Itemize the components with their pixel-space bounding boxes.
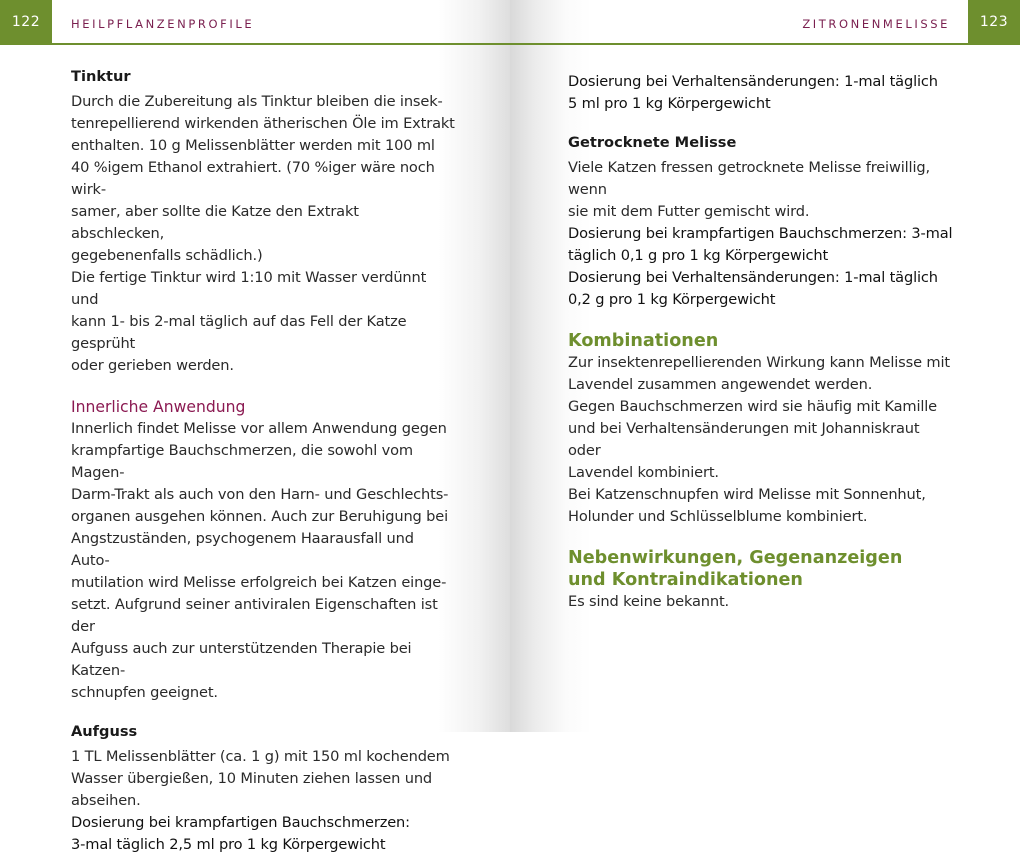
dosage-line: Dosierung bei krampfartigen Bauchschmerzen: 3-mal: [568, 225, 953, 242]
paragraph-line: schnupfen geeignet.: [71, 684, 218, 701]
section-heading-nebenwirkungen: Nebenwirkungen, Gegenanzeigen: [568, 548, 903, 568]
page-number-right: 123: [968, 0, 1020, 44]
paragraph-line: mutilation wird Melisse erfolgreich bei Katzen einge-: [71, 574, 447, 591]
section-heading-aufguss: Aufguss: [71, 723, 138, 740]
header-rule-right: [510, 43, 1020, 45]
paragraph-line: abseihen.: [71, 792, 141, 809]
section-heading-innerliche-anwendung: Innerliche Anwendung: [71, 398, 246, 416]
running-head-left: HEILPFLANZENPROFILE: [71, 17, 255, 31]
section-heading-kombinationen: Kombinationen: [568, 331, 719, 351]
paragraph-line: tenrepellierend wirkenden ätherischen Öle im Extrakt: [71, 115, 455, 132]
paragraph-line: Die fertige Tinktur wird 1:10 mit Wasser verdünnt und: [71, 269, 427, 308]
paragraph-line: organen ausgehen können. Auch zur Beruhigung bei: [71, 508, 449, 525]
paragraph-line: oder gerieben werden.: [71, 357, 234, 374]
dosage-line: Dosierung bei Verhaltensänderungen: 1-mal täglich: [568, 73, 938, 90]
paragraph-line: Durch die Zubereitung als Tinktur bleiben die insek-: [71, 93, 443, 110]
paragraph-line: Wasser übergießen, 10 Minuten ziehen lassen und: [71, 770, 433, 787]
paragraph-line: Innerlich findet Melisse vor allem Anwendung gegen: [71, 420, 447, 437]
paragraph-line: Viele Katzen fressen getrocknete Melisse freiwillig, wenn: [568, 159, 930, 198]
paragraph-line: enthalten. 10 g Melissenblätter werden mit 100 ml: [71, 137, 435, 154]
paragraph-line: Lavendel zusammen angewendet werden.: [568, 376, 873, 393]
paragraph-line: sie mit dem Futter gemischt wird.: [568, 203, 810, 220]
section-heading-getrocknete-melisse: Getrocknete Melisse: [568, 134, 737, 151]
dosage-line: Dosierung bei krampfartigen Bauchschmerzen:: [71, 814, 410, 831]
paragraph-line: samer, aber sollte die Katze den Extrakt abschlecken,: [71, 203, 359, 242]
right-page-content: [568, 71, 953, 613]
paragraph-line: Zur insektenrepellierenden Wirkung kann Melisse mit: [568, 354, 950, 371]
paragraph-line: Angstzuständen, psychogenem Haarausfall und Auto-: [71, 530, 414, 569]
paragraph-line: gegebenenfalls schädlich.): [71, 247, 263, 264]
paragraph-line: setzt. Aufgrund seiner antiviralen Eigenschaften ist der: [71, 596, 438, 635]
paragraph-line: 40 %igem Ethanol extrahiert. (70 %iger wäre noch wirk-: [71, 159, 435, 198]
left-page: [0, 0, 510, 853]
paragraph-line: Aufguss auch zur unterstützenden Therapie bei Katzen-: [71, 640, 412, 679]
paragraph-line: Bei Katzenschnupfen wird Melisse mit Sonnenhut,: [568, 486, 926, 503]
section-heading-nebenwirkungen-line2: und Kontraindikationen: [568, 570, 803, 590]
paragraph-line: Holunder und Schlüsselblume kombiniert.: [568, 508, 868, 525]
paragraph-line: krampfartige Bauchschmerzen, die sowohl vom Magen-: [71, 442, 413, 481]
paragraph-line: Gegen Bauchschmerzen wird sie häufig mit Kamille: [568, 398, 937, 415]
left-page-content: [71, 66, 456, 856]
paragraph-line: Lavendel kombiniert.: [568, 464, 719, 481]
running-head-right: ZITRONENMELISSE: [802, 17, 950, 31]
paragraph-line: kann 1- bis 2-mal täglich auf das Fell der Katze gesprüht: [71, 313, 407, 352]
paragraph-line: Darm-Trakt als auch von den Harn- und Geschlechts-: [71, 486, 449, 503]
paragraph-line: und bei Verhaltensänderungen mit Johanniskraut oder: [568, 420, 920, 459]
right-page: [510, 0, 1020, 732]
header-rule-left: [0, 43, 510, 45]
dosage-line: 0,2 g pro 1 kg Körpergewicht: [568, 291, 776, 308]
paragraph-line: 1 TL Melissenblätter (ca. 1 g) mit 150 ml kochendem: [71, 748, 450, 765]
page-number-left: 122: [0, 0, 52, 44]
paragraph-line: Es sind keine bekannt.: [568, 593, 730, 610]
dosage-line: 5 ml pro 1 kg Körpergewicht: [568, 95, 771, 112]
section-heading-tinktur: Tinktur: [71, 68, 131, 85]
dosage-line: Dosierung bei Verhaltensänderungen: 1-mal täglich: [568, 269, 938, 286]
dosage-line: täglich 0,1 g pro 1 kg Körpergewicht: [568, 247, 829, 264]
dosage-line: 3-mal täglich 2,5 ml pro 1 kg Körpergewicht: [71, 836, 386, 853]
